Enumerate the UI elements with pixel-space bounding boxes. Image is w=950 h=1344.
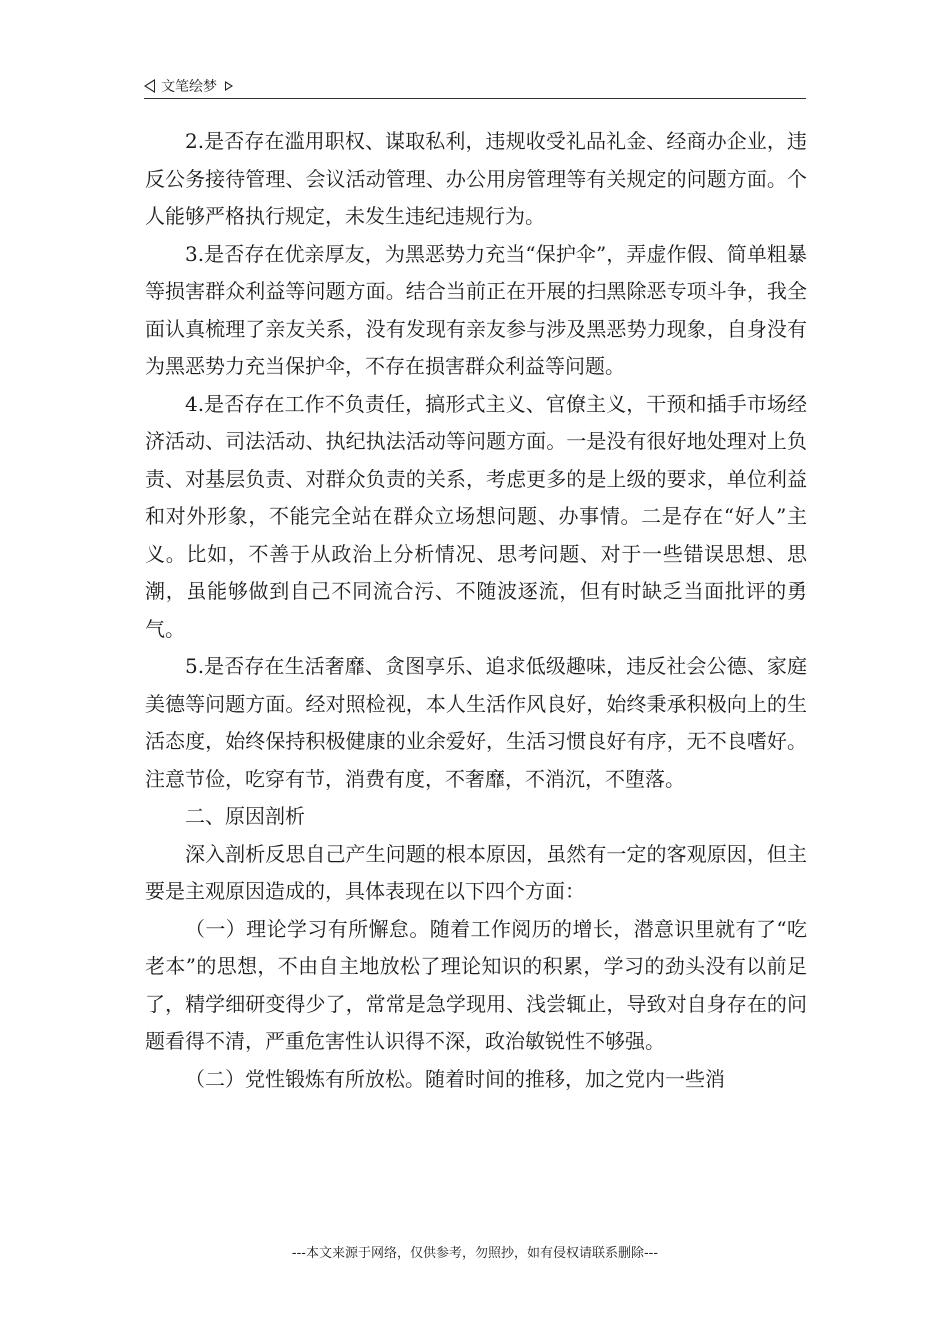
paragraph: （二）党性锻炼有所放松。随着时间的推移，加之党内一些消 bbox=[185, 1066, 725, 1091]
page-footer: ---本文来源于网络，仅供参考，勿照抄，如有侵权请联系删除--- bbox=[291, 1246, 659, 1261]
document-body bbox=[145, 123, 807, 1098]
left-triangle-icon bbox=[144, 79, 155, 93]
paragraph: 3.是否存在优亲厚友，为黑恶势力充当“保护伞”，弄虚作假、简单粗暴等损害群众利益等问题方面。结合当前正在开展的扫黑除恶专项斗争，我全面认真梳理了亲友关系，没有发现有亲友参与涉及黑恶势力现象，自身没有为黑恶势力充当保护伞，不存在损害群众利益等问题。 bbox=[145, 241, 807, 378]
paragraph: 深入剖析反思自己产生问题的根本原因，虽然有一定的客观原因，但主要是主观原因造成的，具体表现在以下四个方面： bbox=[145, 841, 807, 903]
header-title: 文笔绘梦 bbox=[161, 79, 217, 95]
page-header bbox=[144, 74, 233, 98]
paragraph: 4.是否存在工作不负责任，搞形式主义、官僚主义，干预和插手市场经济活动、司法活动、执纪执法活动等问题方面。一是没有很好地处理对上负责、对基层负责、对群众负责的关系，考虑更多的是上级的要求，单位利益和对外形象，不能完全站在群众立场想问题、办事情。二是存在“好人”主义。比如，不善于从政治上分析情况、思考问题、对于一些错误思想、思潮，虽能够做到自己不同流合污、不随波逐流，但有时缺乏当面批评的勇气。 bbox=[145, 391, 807, 641]
paragraph: （一）理论学习有所懈怠。随着工作阅历的增长，潜意识里就有了“吃老本”的思想，不由自主地放松了理论知识的积累，学习的劲头没有以前足了，精学细研变得少了，常常是急学现用、浅尝辄止，导致对自身存在的问题看得不清，严重危害性认识得不深，政治敏锐性不够强。 bbox=[145, 916, 807, 1053]
header-rule bbox=[144, 98, 806, 99]
right-triangle-icon bbox=[225, 81, 233, 91]
section-heading: 二、原因剖析 bbox=[185, 804, 305, 828]
paragraph: 2.是否存在滥用职权、谋取私利，违规收受礼品礼金、经商办企业，违反公务接待管理、会议活动管理、办公用房管理等有关规定的问题方面。个人能够严格执行规定，未发生违纪违规行为。 bbox=[145, 129, 807, 228]
paragraph: 5.是否存在生活奢靡、贪图享乐、追求低级趣味，违反社会公德、家庭美德等问题方面。经对照检视，本人生活作风良好，始终秉承积极向上的生活态度，始终保持积极健康的业余爱好，生活习惯良好有序，无不良嗜好。注意节俭，吃穿有节，消费有度，不奢靡，不消沉，不堕落。 bbox=[145, 654, 807, 791]
